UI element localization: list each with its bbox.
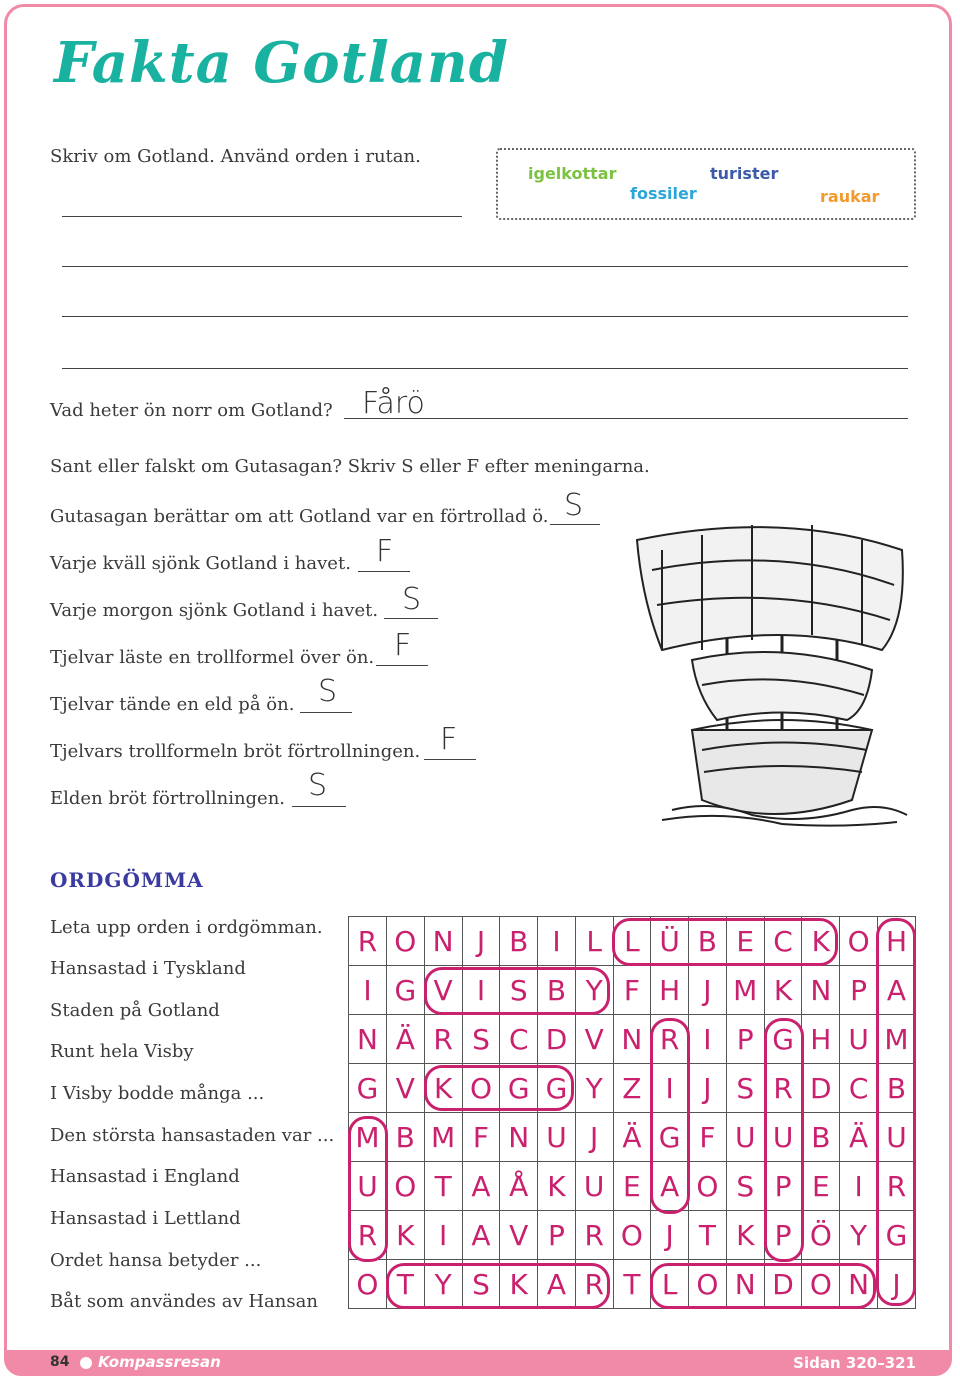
grid-cell[interactable]: L [613,917,651,966]
grid-cell[interactable]: E [802,1162,840,1211]
grid-cell[interactable]: G [386,966,424,1015]
grid-cell[interactable]: I [689,1015,727,1064]
circled-word-mur [348,1116,388,1262]
grid-cell[interactable]: R [764,1064,802,1113]
grid-cell[interactable]: G [877,1211,915,1260]
grid-cell[interactable]: B [802,1113,840,1162]
grid-cell[interactable]: Ä [613,1113,651,1162]
question-north-island: Vad heter ön norr om Gotland? [50,400,333,421]
grid-cell[interactable]: L [575,917,613,966]
page-number: 84 [50,1354,70,1370]
grid-cell[interactable]: I [651,1064,689,1113]
answer-line[interactable] [358,571,410,572]
grid-cell[interactable]: R [877,1162,915,1211]
handwritten-answer: S [318,674,338,709]
grid-cell[interactable]: C [500,1015,538,1064]
answer-line[interactable] [292,806,346,807]
grid-row [349,1211,916,1260]
grid-cell[interactable]: P [726,1015,764,1064]
grid-cell[interactable]: H [877,917,915,966]
grid-cell[interactable]: T [386,1260,424,1309]
circled-word-lubeck [612,918,838,966]
grid-cell[interactable]: P [764,1211,802,1260]
grid-cell[interactable]: B [500,917,538,966]
handwritten-answer: F [394,628,412,663]
grid-cell[interactable]: F [613,966,651,1015]
grid-cell[interactable]: G [349,1064,387,1113]
grid-cell[interactable]: Å [500,1162,538,1211]
circled-word-riga [650,1018,690,1214]
grid-cell[interactable]: M [726,966,764,1015]
clue-item: Hansastad i England [50,1166,240,1187]
grid-cell[interactable]: Y [575,966,613,1015]
true-false-instruction: Sant eller falskt om Gutasagan? Skriv S eller F efter meningarna. [50,456,650,477]
writing-line[interactable] [62,216,462,217]
grid-cell[interactable]: V [386,1064,424,1113]
answer-line[interactable] [300,712,352,713]
circled-word-kogg [424,1065,574,1111]
grid-cell[interactable]: K [386,1211,424,1260]
grid-cell[interactable]: H [651,966,689,1015]
ship-illustration [632,510,914,828]
grid-cell[interactable]: Ü [651,917,689,966]
grid-cell[interactable]: J [877,1260,915,1309]
grid-cell[interactable]: S [462,1260,500,1309]
grid-cell[interactable]: O [613,1211,651,1260]
grid-cell[interactable]: C [840,1064,878,1113]
statement: Tjelvar läste en trollformel över ön. [50,647,375,668]
grid-row [349,1015,916,1064]
grid-cell[interactable]: V [575,1015,613,1064]
grid-cell[interactable]: D [538,1015,576,1064]
grid-cell[interactable]: G [538,1064,576,1113]
grid-cell[interactable]: I [538,917,576,966]
grid-cell[interactable]: V [424,966,462,1015]
grid-cell[interactable]: N [840,1260,878,1309]
grid-cell[interactable]: Ä [840,1113,878,1162]
grid-cell[interactable]: O [689,1162,727,1211]
answer-line[interactable] [424,759,476,760]
grid-cell[interactable]: Ä [386,1015,424,1064]
circled-word-gruppe [764,1018,804,1262]
writing-line[interactable] [62,266,908,267]
grid-cell[interactable]: O [802,1260,840,1309]
writing-line[interactable] [62,368,908,369]
grid-cell[interactable]: M [877,1015,915,1064]
grid-cell[interactable]: A [462,1162,500,1211]
grid-cell[interactable]: N [349,1015,387,1064]
grid-cell[interactable]: K [802,917,840,966]
clue-item: Staden på Gotland [50,1000,220,1021]
grid-cell[interactable]: P [538,1211,576,1260]
circled-word-hamburg [876,918,916,1306]
grid-cell[interactable]: D [764,1260,802,1309]
grid-cell[interactable]: R [575,1211,613,1260]
word-igelkottar: igelkottar [528,164,617,183]
grid-cell[interactable]: N [726,1260,764,1309]
grid-cell[interactable]: N [424,917,462,966]
grid-cell[interactable]: B [386,1113,424,1162]
grid-cell[interactable]: B [689,917,727,966]
grid-cell[interactable]: O [386,1162,424,1211]
grid-cell[interactable]: S [726,1064,764,1113]
grid-cell[interactable]: Y [575,1064,613,1113]
clue-item: Den största hansastaden var ... [50,1125,335,1146]
grid-cell[interactable]: P [764,1162,802,1211]
grid-cell[interactable]: Y [424,1260,462,1309]
grid-cell[interactable]: H [802,1015,840,1064]
answer-line[interactable] [376,665,428,666]
grid-cell[interactable]: J [462,917,500,966]
grid-cell[interactable]: I [349,966,387,1015]
grid-cell[interactable]: T [424,1162,462,1211]
grid-cell[interactable]: B [538,966,576,1015]
grid-cell[interactable]: N [802,966,840,1015]
grid-cell[interactable]: S [462,1015,500,1064]
grid-cell[interactable]: K [500,1260,538,1309]
grid-cell[interactable]: G [651,1113,689,1162]
handwritten-answer: F [376,534,394,569]
grid-cell[interactable]: L [651,1260,689,1309]
grid-row [349,1162,916,1211]
grid-cell[interactable]: J [575,1113,613,1162]
grid-cell[interactable]: N [613,1015,651,1064]
grid-cell[interactable]: U [575,1162,613,1211]
grid-cell[interactable]: O [689,1260,727,1309]
grid-cell[interactable]: J [689,1064,727,1113]
grid-cell[interactable]: Z [613,1064,651,1113]
writing-line[interactable] [62,316,908,317]
page-reference: Sidan 320–321 [793,1354,916,1372]
statement: Elden bröt förtrollningen. [50,788,286,809]
grid-row [349,1113,916,1162]
word-raukar: raukar [820,187,880,206]
grid-cell[interactable]: O [840,917,878,966]
clue-item: Runt hela Visby [50,1041,194,1062]
grid-cell[interactable]: R [575,1260,613,1309]
grid-cell[interactable]: U [726,1113,764,1162]
grid-cell[interactable]: I [840,1162,878,1211]
clue-item: Båt som användes av Hansan [50,1291,318,1312]
statement: Varje kväll sjönk Gotland i havet. [50,553,351,574]
grid-cell[interactable]: N [500,1113,538,1162]
ordgomma-heading: ORDGÖMMA [50,868,204,892]
handwritten-answer: F [440,722,458,757]
clue-item: Hansastad i Lettland [50,1208,241,1229]
grid-cell[interactable]: K [726,1211,764,1260]
grid-cell[interactable]: T [613,1260,651,1309]
grid-cell[interactable]: E [613,1162,651,1211]
grid-cell[interactable]: P [840,966,878,1015]
word-box [496,148,916,220]
word-turister: turister [710,164,779,183]
handwritten-answer: S [564,488,584,523]
statement: Tjelvars trollformeln bröt förtrollningen. [50,741,421,762]
circled-word-visby [424,967,610,1015]
book-title: Kompassresan [98,1353,221,1371]
grid-cell[interactable]: M [349,1113,387,1162]
grid-cell[interactable]: U [764,1113,802,1162]
grid-cell[interactable]: J [651,1211,689,1260]
circled-word-tyskar [386,1263,610,1309]
bullet-icon [80,1357,92,1369]
grid-cell[interactable]: G [764,1015,802,1064]
grid-cell[interactable]: S [726,1162,764,1211]
grid-cell[interactable]: V [500,1211,538,1260]
clue-item: Ordet hansa betyder ... [50,1250,262,1271]
grid-cell[interactable]: U [349,1162,387,1211]
clue-item: I Visby bodde många ... [50,1083,265,1104]
grid-cell[interactable]: A [538,1260,576,1309]
statement: Tjelvar tände en eld på ön. [50,694,295,715]
statement: Varje morgon sjönk Gotland i havet. [50,600,379,621]
grid-cell[interactable]: Ö [802,1211,840,1260]
grid-cell[interactable]: U [840,1015,878,1064]
grid-cell[interactable]: A [877,966,915,1015]
grid-cell[interactable]: F [689,1113,727,1162]
grid-cell[interactable]: C [764,917,802,966]
answer-line[interactable] [550,524,600,525]
grid-cell[interactable]: R [349,917,387,966]
grid-cell[interactable]: J [689,966,727,1015]
grid-cell[interactable]: U [877,1113,915,1162]
grid-cell[interactable]: M [424,1113,462,1162]
grid-cell[interactable]: A [462,1211,500,1260]
grid-cell[interactable]: R [424,1015,462,1064]
handwritten-answer: S [308,768,328,803]
grid-cell[interactable]: D [802,1064,840,1113]
grid-cell[interactable]: S [500,966,538,1015]
grid-cell[interactable]: O [386,917,424,966]
circled-word-london [650,1263,876,1309]
grid-cell[interactable]: U [538,1113,576,1162]
grid-cell[interactable]: O [349,1260,387,1309]
page-title: Fakta Gotland [54,30,509,96]
handwritten-answer: S [402,582,422,617]
statement: Gutasagan berättar om att Gotland var en förtrollad ö. [50,506,549,527]
clue-item: Hansastad i Tyskland [50,958,246,979]
grid-cell[interactable]: I [462,966,500,1015]
grid-cell[interactable]: F [462,1113,500,1162]
grid-cell[interactable]: R [651,1015,689,1064]
grid-cell[interactable]: R [349,1211,387,1260]
grid-cell[interactable]: G [500,1064,538,1113]
writing-instruction: Skriv om Gotland. Använd orden i rutan. [50,146,421,167]
ordgomma-instruction: Leta upp orden i ordgömman. [50,917,323,938]
grid-cell[interactable]: Y [840,1211,878,1260]
grid-cell[interactable]: A [651,1162,689,1211]
grid-cell[interactable]: T [689,1211,727,1260]
word-fossiler: fossiler [630,184,697,203]
answer-line[interactable] [384,618,438,619]
handwritten-answer: Fårö [362,386,425,421]
grid-cell[interactable]: K [424,1064,462,1113]
grid-cell[interactable]: B [877,1064,915,1113]
grid-cell[interactable]: I [424,1211,462,1260]
answer-line[interactable] [344,418,908,419]
grid-cell[interactable]: K [538,1162,576,1211]
grid-cell[interactable]: E [726,917,764,966]
grid-cell[interactable]: O [462,1064,500,1113]
footer-bar [4,1350,952,1376]
grid-cell[interactable]: K [764,966,802,1015]
